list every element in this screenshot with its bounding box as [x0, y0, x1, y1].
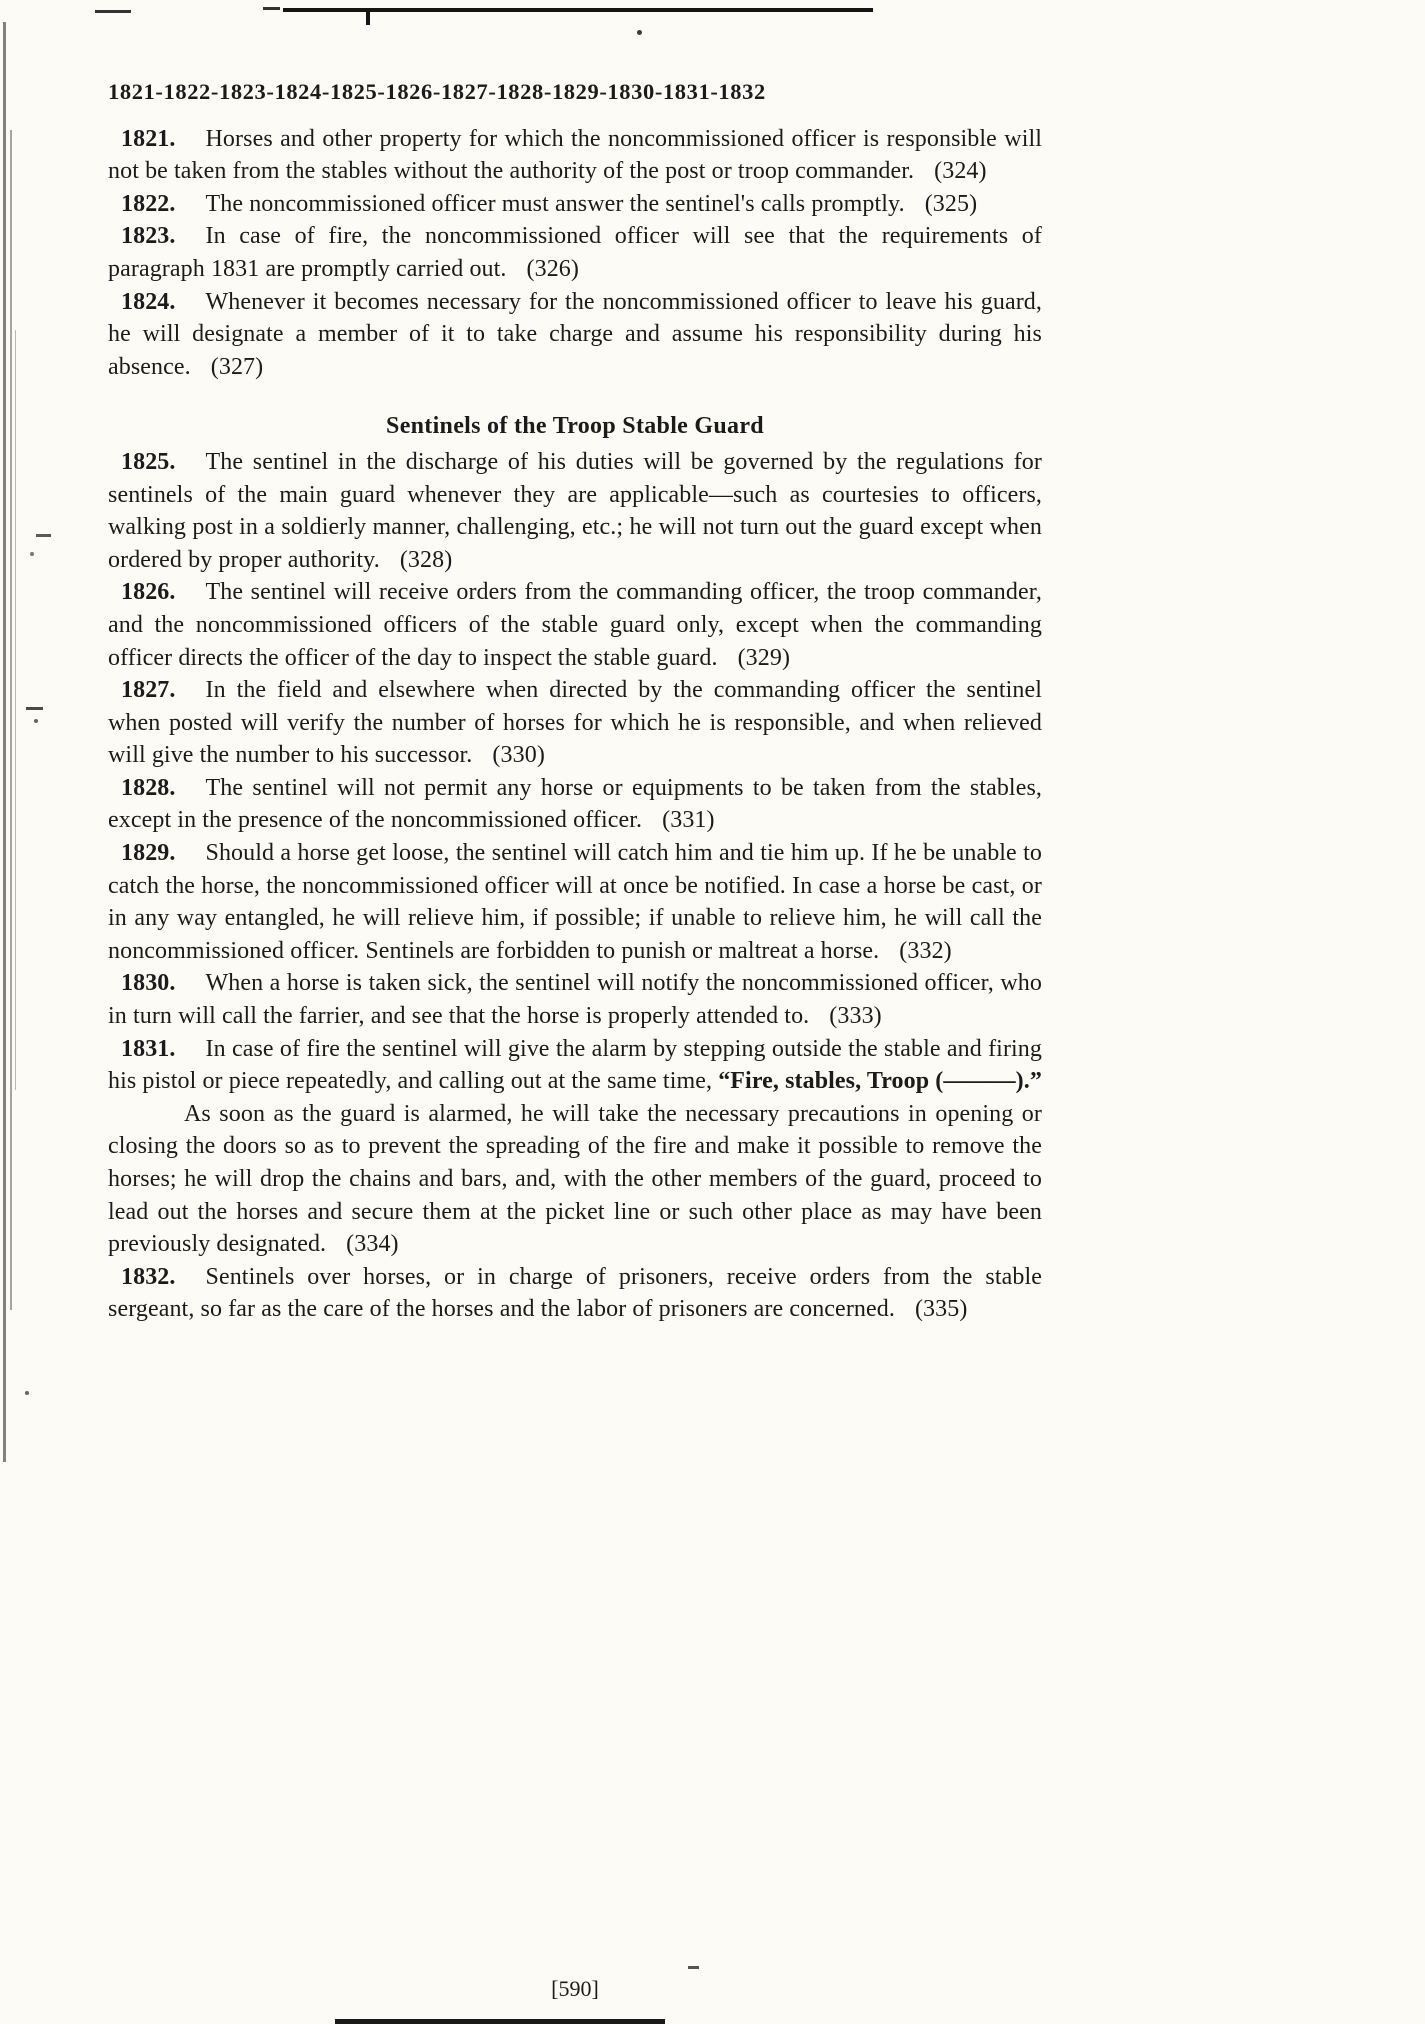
scan-artifact-bottom-edge	[335, 2019, 665, 2024]
paragraph-number: 1825.	[121, 448, 176, 475]
paragraph-number: 1830.	[121, 970, 176, 997]
scan-speck-dot	[30, 552, 34, 556]
section-heading: Sentinels of the Troop Stable Guard	[386, 413, 764, 440]
continuation-paragraph	[108, 1098, 1042, 1261]
paragraph-text: The sentinel will not permit any horse or equipments to be taken from the stables, except in the presence of the noncommissioned officer.	[108, 774, 1042, 834]
paragraph-text: Whenever it becomes necessary for the noncommissioned officer to leave his guard, he will designate a member of it to take charge and assume his responsibility during his absence.	[108, 288, 1042, 380]
paragraph-number: 1823.	[121, 223, 176, 250]
regulation-paragraph-1830	[108, 967, 1042, 1032]
paragraph-number: 1832.	[121, 1263, 176, 1290]
paragraph-text: In case of fire, the noncommissioned officer will see that the requirements of paragraph 1831 are promptly carried out.	[108, 223, 1042, 282]
paragraph-number: 1829.	[121, 840, 176, 867]
binding-line-2	[10, 130, 12, 1310]
paragraph-text: In case of fire the sentinel will give the alarm by stepping outside the stable and firing his pistol or piece repeatedly, and calling out at the same time,	[108, 1035, 1042, 1095]
text-column	[108, 76, 1042, 1326]
paragraph-number: 1822.	[121, 190, 176, 217]
regulation-paragraph-1822	[108, 188, 1042, 221]
paragraph-number: 1826.	[121, 579, 176, 606]
source-citation: (326)	[526, 255, 579, 282]
paragraph-text: The sentinel will receive orders from the commanding officer, the troop commander, and the noncommissioned officers of the stable guard only, except when the commanding officer directs the officer of the day to inspect the stable guard.	[108, 579, 1042, 671]
paragraph-number: 1824.	[121, 288, 176, 315]
paragraph-text: As soon as the guard is alarmed, he will take the necessary precautions in opening or closing the doors so as to prevent the spreading of the fire and make it possible to remove the horses; he will drop the chains and bars, and, with the other members of the guard, proceed to lead out the horses and secure them at the picket line or such other place as may have been previously designated.	[108, 1100, 1042, 1258]
source-citation: (329)	[737, 644, 791, 671]
source-citation: (332)	[899, 937, 952, 964]
source-citation: (333)	[829, 1003, 882, 1030]
scan-speck-dot	[25, 1391, 29, 1395]
source-citation: (328)	[399, 546, 453, 573]
regulation-paragraph-1826	[108, 576, 1042, 674]
regulation-section	[108, 410, 1042, 1326]
regulation-section	[108, 123, 1042, 384]
paragraph-text: Horses and other property for which the noncommissioned officer is responsible will not be taken from the stables without the authority of the post or troop commander.	[108, 125, 1042, 185]
paragraph-text: The noncommissioned officer must answer the sentinel's calls promptly.	[205, 190, 905, 217]
regulation-paragraph-1829	[108, 837, 1042, 967]
paragraph-number: 1828.	[121, 774, 176, 801]
source-citation: (327)	[210, 353, 264, 380]
scan-artifact-top-rule	[283, 8, 873, 12]
regulation-paragraph-1825	[108, 446, 1042, 576]
source-citation: (325)	[924, 190, 978, 217]
source-citation: (334)	[346, 1231, 399, 1258]
paragraph-text: When a horse is taken sick, the sentinel will notify the noncommissioned officer, who in turn will call the farrier, and see that the horse is properly attended to.	[108, 970, 1042, 1030]
paragraph-text: Sentinels over horses, or in charge of prisoners, receive orders from the stable sergeant, so far as the care of the horses and the labor of prisoners are concerned.	[108, 1263, 1042, 1323]
source-citation: (330)	[492, 742, 545, 769]
paragraph-number: 1827.	[121, 677, 176, 704]
paragraph-range-header: 1821-1822-1823-1824-1825-1826-1827-1828-1829-1830-1831-1832	[108, 79, 766, 104]
regulation-paragraph-1824	[108, 286, 1042, 384]
source-citation: (324)	[934, 158, 987, 185]
source-citation: (331)	[662, 807, 715, 834]
scan-artifact-top-dash	[95, 10, 131, 13]
scan-speck-dash	[26, 707, 43, 710]
scan-artifact-top-dash-small	[263, 7, 280, 10]
scan-speck-dash	[688, 1966, 699, 1969]
sections-container	[108, 123, 1042, 1326]
paragraph-number: 1831.	[121, 1035, 176, 1062]
regulation-paragraph-1827	[108, 674, 1042, 772]
scan-speck-dash	[36, 534, 51, 537]
source-citation: (335)	[914, 1296, 968, 1323]
paragraph-text: Should a horse get loose, the sentinel will catch him and tie him up. If he be unable to catch the horse, the noncommissioned officer will at once be notified. In case a horse be cast, or in any way entangled, he will relieve him, if possible; if unable to relieve him, he will call the noncommissioned officer. Sentinels are forbidden to punish or maltreat a horse.	[108, 840, 1042, 964]
paragraph-number: 1821.	[121, 125, 176, 152]
regulation-paragraph-1828	[108, 772, 1042, 837]
paragraph-text: The sentinel in the discharge of his duties will be governed by the regulations for sentinels of the main guard whenever they are applicable—such as courtesies to officers, walking post in a soldierly manner, challenging, etc.; he will not turn out the guard except when ordered by proper authority.	[108, 448, 1042, 573]
binding-line-1	[3, 22, 6, 1462]
bold-phrase: “Fire, stables, Troop (———).”	[718, 1068, 1042, 1095]
scan-artifact-dot	[637, 30, 642, 35]
regulation-paragraph-1821	[108, 123, 1042, 188]
scan-artifact-top-tick	[366, 8, 370, 25]
page-number-footer: [590]	[551, 1976, 599, 2001]
regulation-paragraph-1832	[108, 1261, 1042, 1326]
regulation-paragraph-1823	[108, 220, 1042, 285]
scan-speck-dot	[34, 719, 38, 723]
regulation-paragraph-1831	[108, 1033, 1042, 1098]
binding-line-3	[15, 330, 16, 1090]
paragraph-text: In the field and elsewhere when directed by the commanding officer the sentinel when posted will verify the number of horses for which he is responsible, and when relieved will give the number to his successor.	[108, 677, 1042, 769]
